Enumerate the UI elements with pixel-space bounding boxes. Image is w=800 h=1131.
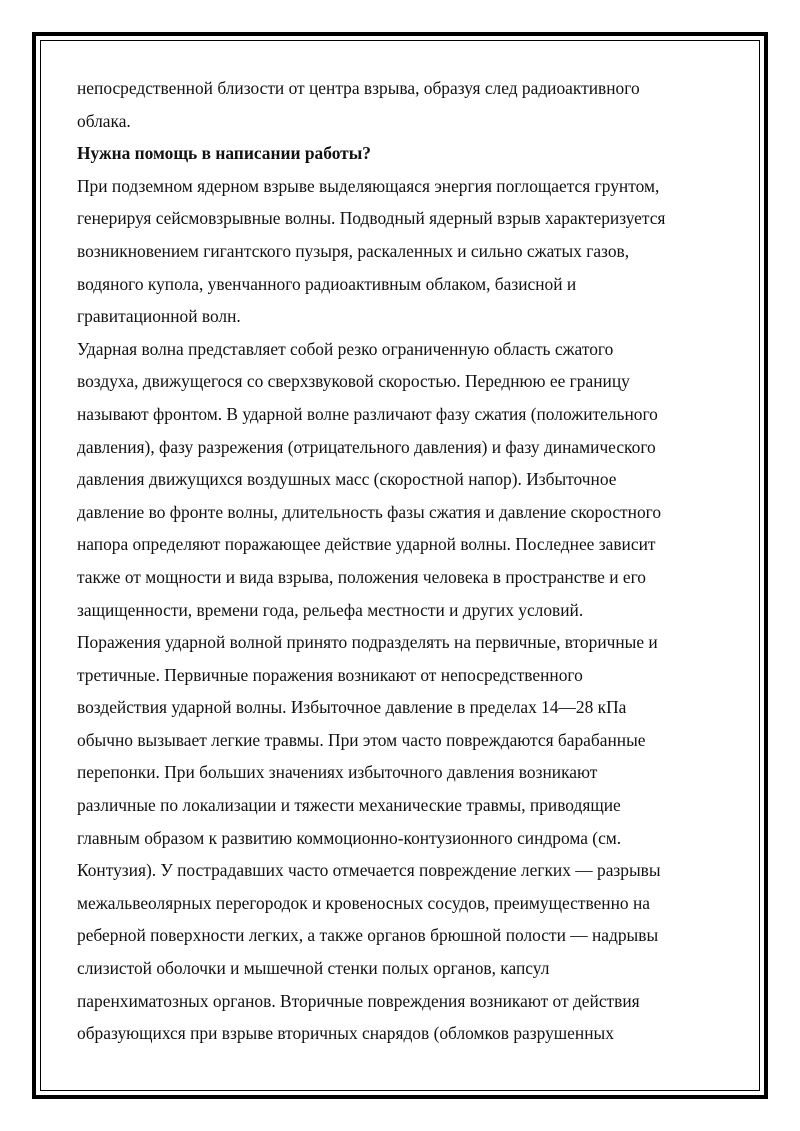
text-line: обычно вызывает легкие травмы. При этом часто повреждаются барабанные xyxy=(77,729,646,750)
text-line: гравитационной волн. xyxy=(77,306,241,327)
text-line: воздуха, движущегося со сверхзвуковой скоростью. Переднюю ее границу xyxy=(77,371,630,392)
text-line: давления), фазу разрежения (отрицательного давления) и фазу динамического xyxy=(77,436,656,457)
text-line: третичные. Первичные поражения возникают от непосредственного xyxy=(77,664,583,685)
text-line: облака. xyxy=(77,110,131,131)
text-line: давление во фронте волны, длительность фазы сжатия и давление скоростного xyxy=(77,501,662,522)
text-line: давления движущихся воздушных масс (скоростной напор). Избыточное xyxy=(77,469,617,490)
text-line: При подземном ядерном взрыве выделяющаяся энергия поглощается грунтом, xyxy=(77,175,660,196)
text-line: напора определяют поражающее действие ударной волны. Последнее зависит xyxy=(77,534,656,555)
text-line: образующихся при взрыве вторичных снарядов (обломков разрушенных xyxy=(77,1023,614,1044)
text-line: слизистой оболочки и мышечной стенки полых органов, капсул xyxy=(77,958,550,979)
text-line: Контузия). У пострадавших часто отмечается повреждение легких — разрывы xyxy=(77,860,661,881)
text-line: Ударная волна представляет собой резко ограниченную область сжатого xyxy=(77,338,614,359)
text-line: защищенности, времени года, рельефа местности и других условий. xyxy=(77,599,584,620)
text-line: называют фронтом. В ударной волне различают фазу сжатия (положительного xyxy=(77,403,658,424)
text-line: Поражения ударной волной принято подразделять на первичные, вторичные и xyxy=(77,632,658,653)
text-line: возникновением гигантского пузыря, раскаленных и сильно сжатых газов, xyxy=(77,240,630,261)
text-line: различные по локализации и тяжести механические травмы, приводящие xyxy=(77,795,621,816)
text-line: паренхиматозных органов. Вторичные повреждения возникают от действия xyxy=(77,990,640,1011)
document-body xyxy=(77,72,737,1050)
help-heading-link[interactable]: Нужна помощь в написании работы? xyxy=(77,143,372,164)
text-line: реберной поверхности легких, а также органов брюшной полости — надрывы xyxy=(77,925,659,946)
text-line: главным образом к развитию коммоционно-контузионного синдрома (см. xyxy=(77,827,622,848)
text-line: непосредственной близости от центра взрыва, образуя след радиоактивного xyxy=(77,78,640,98)
text-line: воздействия ударной волны. Избыточное давление в пределах 14—28 кПа xyxy=(77,697,627,718)
text-line: генерируя сейсмовзрывные волны. Подводный ядерный взрыв характеризуется xyxy=(77,208,666,229)
text-line: перепонки. При больших значениях избыточного давления возникают xyxy=(77,762,598,783)
text-line: также от мощности и вида взрыва, положения человека в пространстве и его xyxy=(77,566,646,587)
text-line: межальвеолярных перегородок и кровеносных сосудов, преимущественно на xyxy=(77,892,650,913)
text-line: водяного купола, увенчанного радиоактивным облаком, базисной и xyxy=(77,273,577,294)
